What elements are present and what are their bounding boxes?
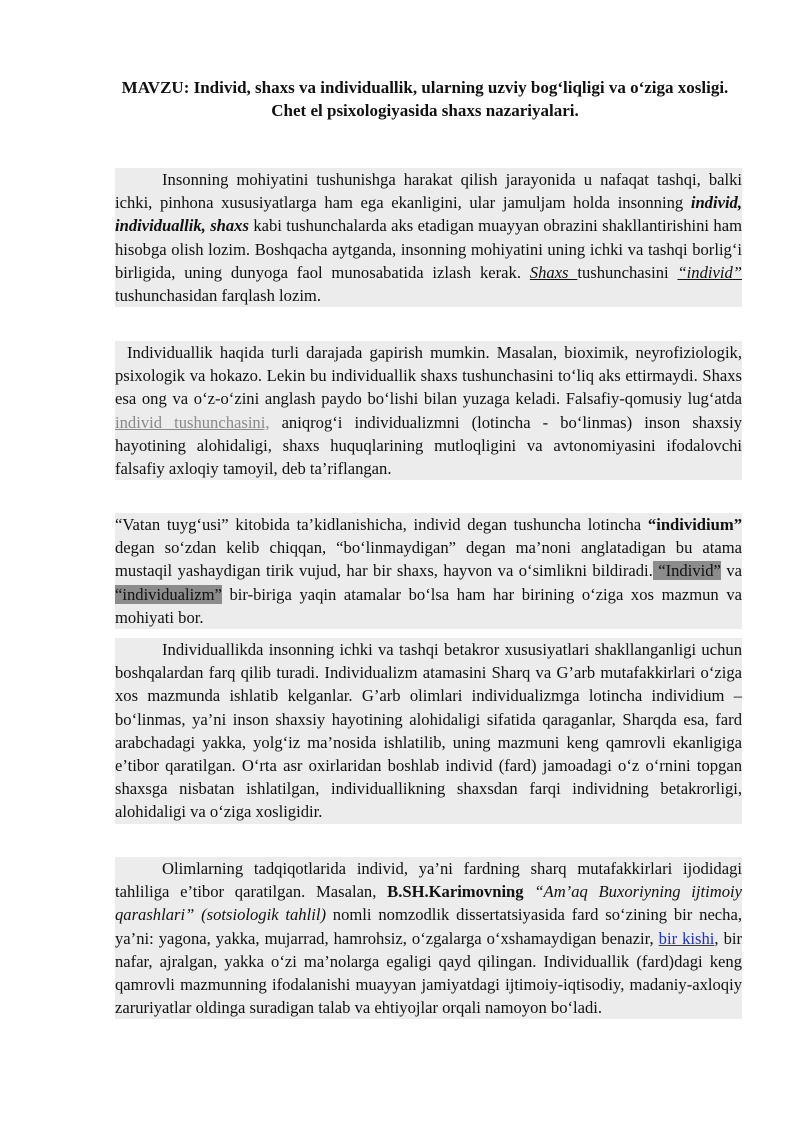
page-title: MAVZU: Individ, shaxs va individuallik, ularning uzviy bog‘liqligi va o‘ziga xosligi. Chet el psixologiyasida shaxs nazariyalari. — [121, 78, 729, 120]
highlight-individ: “Individ” — [652, 561, 721, 581]
bold-italic-terms: individ, individuallik, shaxs — [115, 193, 742, 236]
bir-kishi-link[interactable]: bir kishi — [658, 928, 715, 948]
text: , bir nafar, ajralgan, yakka o‘zi ma’nolarga egaligi qayd qilingan. Individuallik (fard)dagi keng qamrovli mazmunning ifodalanishi muayyan jamiyatdagi ijtimoiy-iqtisodiy, madaniy-axloqiy zaruriyatlar oldinga suradigan talab va ehtiyojlar orqali namoyon bo‘ladi. — [115, 928, 743, 1018]
text: va — [720, 561, 743, 581]
individ-link[interactable]: individ tushunchasini, — [115, 412, 270, 432]
text: kabi tushunchalarda aks etadigan muayyan obrazini shakllantirishini ham hisobga olish lozim. Boshqacha aytganda, insonning mohiyatini uning ichki va tashqi borlig‘i birligida, uning dunyoga faol munosabatida izlash kerak. — [115, 216, 742, 282]
bold-author-name: B.SH.Karimovning — [387, 882, 524, 902]
text: degan so‘zdan kelib chiqqan, “bo‘linmaydigan” degan ma’noni anglatadigan bu atama mustaqil yashaydigan tirik vujud, har bir shaxs, hayvon va o‘simlikni bildiradi. — [115, 538, 742, 581]
text: nomli nomzodlik dissertatsiyasida fard so‘zining bir necha, ya’ni: yagona, yakka, mujarrad, hamrohsiz, o‘zgalarga o‘xshamaydigan benazir, — [115, 905, 742, 948]
paragraph-1 — [115, 168, 742, 307]
underlined-term-shaxs: Shaxs — [529, 262, 578, 282]
text: tushunchasini — [577, 262, 678, 282]
highlight-individualizm: “individualizm” — [115, 584, 222, 604]
paragraph-2 — [115, 341, 742, 480]
text: Olimlarning tadqiqotlarida individ, ya’ni fardning sharq mutafakkirlari ijodidagi tahliliga e’tibor qaratilgan. Masalan, — [115, 859, 742, 902]
text: Insonning mohiyatini tushunishga harakat qilish jarayonida u nafaqat tashqi, balki ichki, pinhona xususiyatlarga ham ega ekanligini, ular jamuljam holda insonning — [115, 170, 742, 213]
underlined-term-individ: “individ” — [677, 262, 742, 282]
paragraph-5 — [115, 857, 742, 1019]
italic-work-title: “Am’aq Buxoriyning ijtimoiy qarashlari” (sotsiologik tahlil) — [115, 882, 743, 925]
text: aniqrog‘i individualizmni (lotincha - bo‘linmas) inson shaxsiy hayotining alohidaligi, shaxs huquqlarining mutloqligini va avtonomiyasini ifodalovchi falsafiy axloqiy tamoyil, deb ta’riflangan. — [115, 412, 742, 479]
paragraph-4 — [115, 638, 742, 824]
text: Individuallik haqida turli darajada gapirish mumkin. Masalan, bioximik, neyrofiziologik, psixologik va hokazo. Lekin bu individuallik shaxs tushunchasini to‘liq aks ettirmaydi. Shaxs esa ong va o‘z-o‘zini anglash paydo bo‘lishi bilan yuzaga keladi. Falsafiy-qomusiy lug‘atda — [115, 343, 742, 409]
paragraph-3 — [115, 513, 742, 629]
text: “Vatan tuyg‘usi” kitobida ta’kidlanishicha, individ degan tushuncha lotincha — [115, 515, 648, 534]
text: bir-biriga yaqin atamalar bo‘lsa ham har birining o‘ziga xos mazmun va mohiyati bor. — [115, 584, 742, 627]
text: tushunchasidan farqlash lozim. — [115, 286, 321, 306]
bold-term-individium: “individium” — [647, 515, 742, 534]
text: Individuallikda insonning ichki va tashqi betakror xususiyatlari shakllanganligi uchun boshqalardan farq qilib turadi. Individualizm atamasini Sharq va G’arb mutafakkirlari o‘ziga xos mazmunda ishlatib kelganlar. G’arb olimlari individualizmga lotincha individium – bo‘linmas, ya’ni inson shaxsiy hayotining alohidaligi sifatida qaraganlar, Sharqda esa, fard arabchadagi yakka, yolg‘iz ma’nosida ishlatilib, uning mazmuni keng qamrovli ekanligiga e’tibor qaratilgan. O‘rta asr oxirlaridan boshlab individ (fard) jamoadagi o‘z o‘rnini topgan shaxsga nisbatan ishlatilgan, individuallikning shaxsdan farqi individning betakrorligi, alohidaligi va o‘ziga xosligidir. — [115, 640, 742, 822]
